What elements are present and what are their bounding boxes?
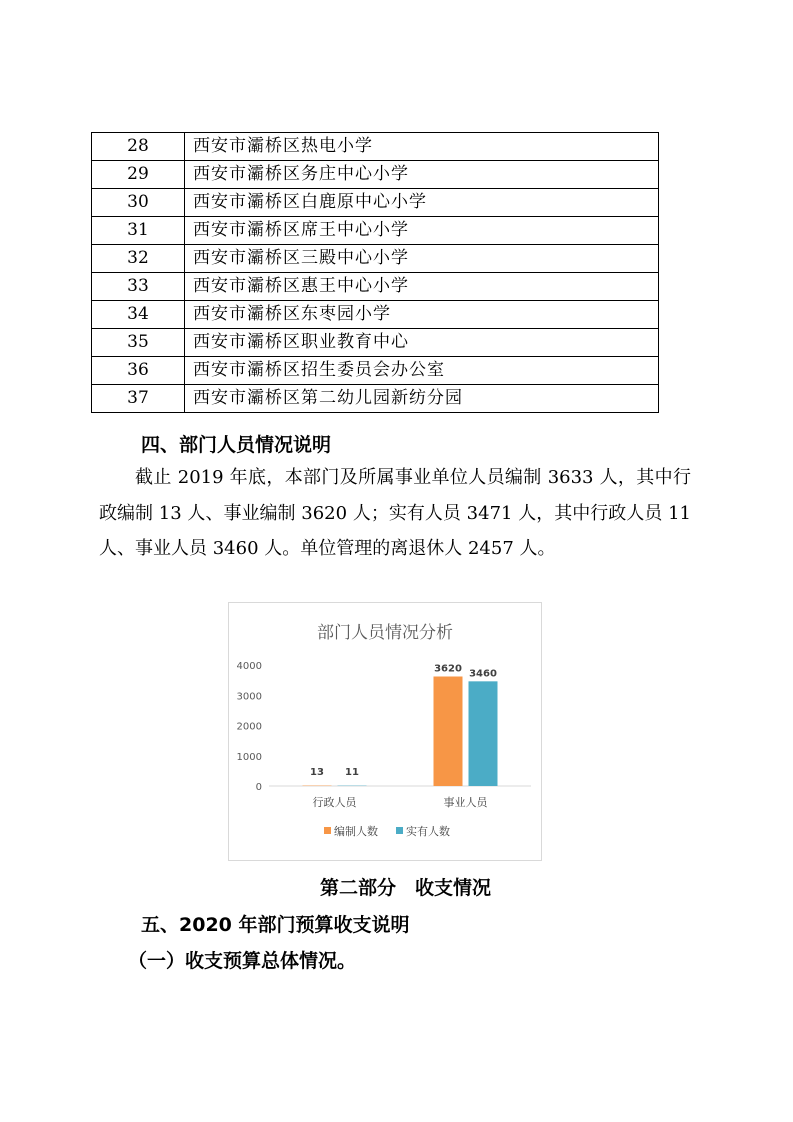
row-number: 34	[92, 301, 185, 329]
personnel-paragraph: 截止 2019 年底，本部门及所属事业单位人员编制 3633 人，其中行政编制 13 人、事业编制 3620 人；实有人员 3471 人，其中行政人员 11 人、事业人员 3460 人。单位管理的离退休人 2457 人。	[99, 467, 691, 559]
unit-name: 西安市灞桥区席王中心小学	[185, 217, 659, 245]
y-axis	[237, 661, 262, 793]
y-tick-label: 4000	[236, 661, 262, 672]
table-row	[92, 161, 659, 189]
category-label: 行政人员	[312, 796, 357, 809]
table-row	[92, 357, 659, 385]
row-number: 28	[92, 133, 185, 161]
legend-label: 编制人数	[334, 825, 378, 838]
table-row	[92, 385, 659, 413]
unit-name: 西安市灞桥区白鹿原中心小学	[185, 189, 659, 217]
units-table	[91, 132, 659, 413]
table-row	[92, 273, 659, 301]
table-row	[92, 189, 659, 217]
unit-name: 西安市灞桥区招生委员会办公室	[185, 357, 659, 385]
unit-name: 西安市灞桥区第二幼儿园新纺分园	[185, 385, 659, 413]
legend-label: 实有人数	[406, 825, 450, 838]
data-label: 11	[345, 767, 359, 778]
table-row	[92, 329, 659, 357]
row-number: 30	[92, 189, 185, 217]
category-labels	[313, 795, 489, 809]
section-heading-budget: 五、2020 年部门预算收支说明	[141, 914, 410, 936]
bar-编制人数-事业人员	[434, 676, 463, 786]
row-number: 37	[92, 385, 185, 413]
bar-实有人数-事业人员	[469, 681, 498, 786]
subsection-heading: （一）收支预算总体情况。	[128, 950, 357, 972]
legend-swatch	[324, 827, 331, 834]
unit-name: 西安市灞桥区热电小学	[185, 133, 659, 161]
personnel-chart	[228, 602, 542, 861]
data-label: 13	[310, 767, 324, 778]
bars	[303, 663, 498, 786]
row-number: 35	[92, 329, 185, 357]
legend	[324, 824, 450, 838]
row-number: 31	[92, 217, 185, 245]
section-heading-personnel: 四、部门人员情况说明	[141, 434, 332, 456]
unit-name: 西安市灞桥区东枣园小学	[185, 301, 659, 329]
row-number: 29	[92, 161, 185, 189]
unit-name: 西安市灞桥区惠王中心小学	[185, 273, 659, 301]
category-label: 事业人员	[443, 796, 488, 809]
table-row	[92, 217, 659, 245]
table-row	[92, 245, 659, 273]
units-table-body	[92, 133, 659, 413]
row-number: 36	[92, 357, 185, 385]
table-row	[92, 133, 659, 161]
part-heading: 第二部分 收支情况	[320, 877, 492, 899]
data-label: 3620	[434, 663, 462, 675]
unit-name: 西安市灞桥区三殿中心小学	[185, 245, 659, 273]
row-number: 32	[92, 245, 185, 273]
unit-name: 西安市灞桥区务庄中心小学	[185, 161, 659, 189]
data-label: 3460	[469, 668, 497, 680]
y-tick-label: 0	[255, 782, 262, 793]
y-tick-label: 3000	[236, 691, 262, 703]
y-tick-label: 2000	[236, 721, 262, 733]
chart-title: 部门人员情况分析	[317, 623, 453, 643]
table-row	[92, 301, 659, 329]
legend-swatch	[396, 827, 403, 834]
row-number: 33	[92, 273, 185, 301]
y-tick-label: 1000	[236, 751, 262, 763]
unit-name: 西安市灞桥区职业教育中心	[185, 329, 659, 357]
chart-svg	[229, 603, 541, 860]
